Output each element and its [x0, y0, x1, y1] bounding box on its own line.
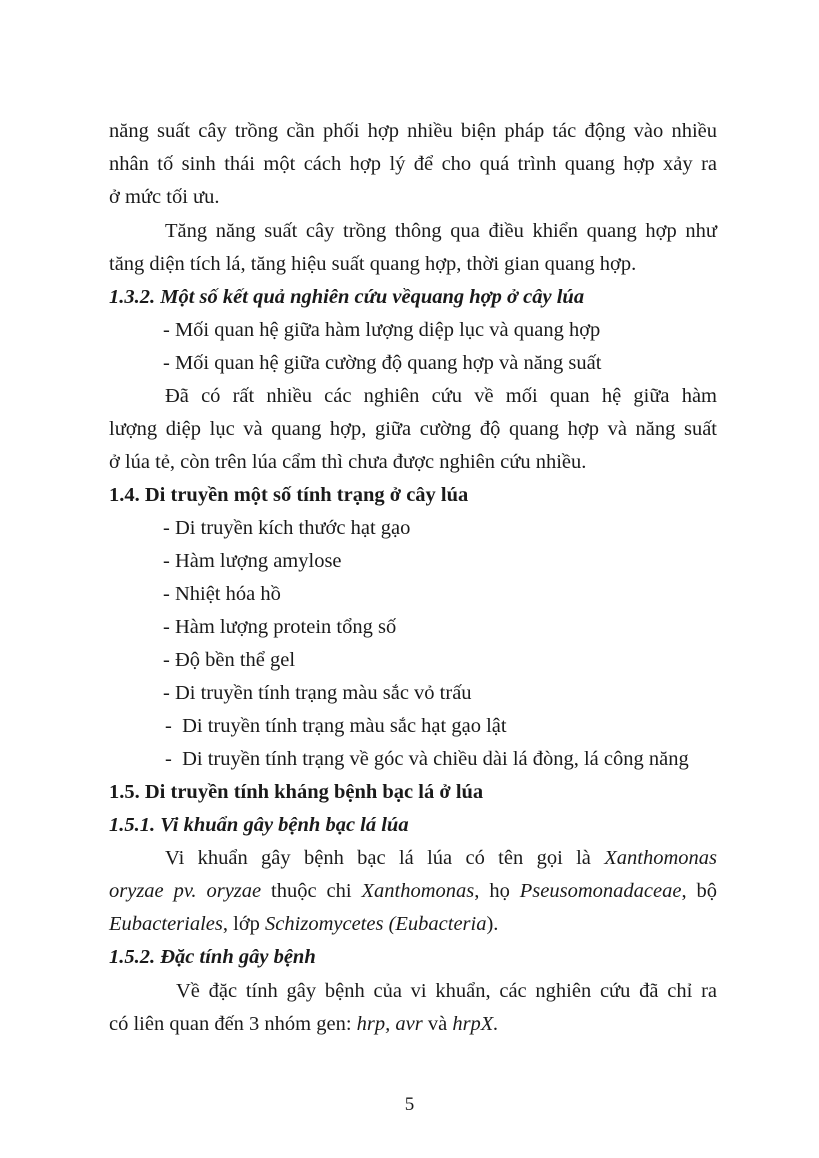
list-item: - Mối quan hệ giữa cường độ quang hợp và năng suất	[163, 352, 602, 374]
body-line-3: ở mức tối ưu.	[109, 186, 220, 208]
body-line-4: Tăng năng suất cây trồng thông qua điều khiển quang hợp như	[165, 220, 717, 242]
body-line-5: tăng diện tích lá, tăng hiệu suất quang hợp, thời gian quang hợp.	[109, 253, 637, 275]
list-item: - Nhiệt hóa hồ	[163, 583, 281, 605]
order-name: Eubacteriales	[109, 913, 223, 935]
body-line-2: nhân tố sinh thái một cách hợp lý để cho quá trình quang hợp xảy ra	[109, 153, 717, 175]
body-line-9: Đã có rất nhiều các nghiên cứu về mối quan hệ giữa hàm	[165, 385, 717, 407]
species-name: oryzae pv. oryzae	[109, 880, 262, 902]
list-item: - Di truyền tính trạng màu sắc vỏ trấu	[163, 682, 472, 704]
body-line-pathogen: Về đặc tính gây bệnh của vi khuẩn, các nghiên cứu đã chỉ ra	[176, 980, 717, 1002]
list-item: - Di truyền tính trạng màu sắc hạt gạo lật	[165, 715, 507, 737]
body-line-1: năng suất cây trồng cần phối hợp nhiều biện pháp tác động vào nhiều	[109, 120, 717, 142]
class-name: Schizomycetes (Eubacteria	[265, 913, 487, 935]
section-heading-1-5: 1.5. Di truyền tính kháng bệnh bạc lá ở lúa	[109, 781, 484, 803]
list-item: - Hàm lượng protein tổng số	[163, 616, 397, 638]
section-heading-1-4: 1.4. Di truyền một số tính trạng ở cây lúa	[109, 484, 469, 506]
body-line-10: lượng diệp lục và quang hợp, giữa cường độ quang hợp và năng suất	[109, 418, 717, 440]
genus-name: Xanthomonas	[361, 880, 475, 902]
section-heading-1-3-2: 1.3.2. Một số kết quả nghiên cứu vềquang hợp ở cây lúa	[109, 286, 585, 308]
section-heading-1-5-1: 1.5.1. Vi khuẩn gây bệnh bạc lá lúa	[109, 814, 409, 836]
list-item: - Di truyền kích thước hạt gạo	[163, 517, 411, 539]
xo-paragraph-line-3: Eubacteriales, lớp Schizomycetes (Eubacteria).	[109, 913, 499, 935]
xo-text: Vi khuẩn gây bệnh bạc lá lúa có tên gọi là	[165, 847, 591, 869]
list-item: - Mối quan hệ giữa hàm lượng diệp lục và quang hợp	[163, 319, 601, 341]
genus-name: Xanthomonas	[604, 847, 717, 869]
list-item: - Hàm lượng amylose	[163, 550, 342, 572]
list-item: - Di truyền tính trạng về góc và chiều dài lá đòng, lá công năng	[165, 748, 689, 770]
family-name: Pseusomonadaceae	[519, 880, 682, 902]
gene-names: hrp, avr	[356, 1013, 423, 1035]
section-heading-1-5-2: 1.5.2. Đặc tính gây bệnh	[109, 946, 316, 968]
xo-paragraph-line-2: oryzae pv. oryzae thuộc chi Xanthomonas, họ Pseusomonadaceae, bộ	[109, 880, 718, 902]
page-number: 5	[404, 1094, 415, 1115]
body-line-genes: có liên quan đến 3 nhóm gen: hrp, avr và hrpX.	[109, 1013, 499, 1035]
gene-name: hrpX.	[452, 1013, 499, 1035]
body-line-11: ở lúa tẻ, còn trên lúa cẩm thì chưa được nghiên cứu nhiều.	[109, 451, 587, 473]
list-item: - Độ bền thể gel	[163, 649, 296, 671]
xo-paragraph-line-1	[165, 843, 717, 873]
